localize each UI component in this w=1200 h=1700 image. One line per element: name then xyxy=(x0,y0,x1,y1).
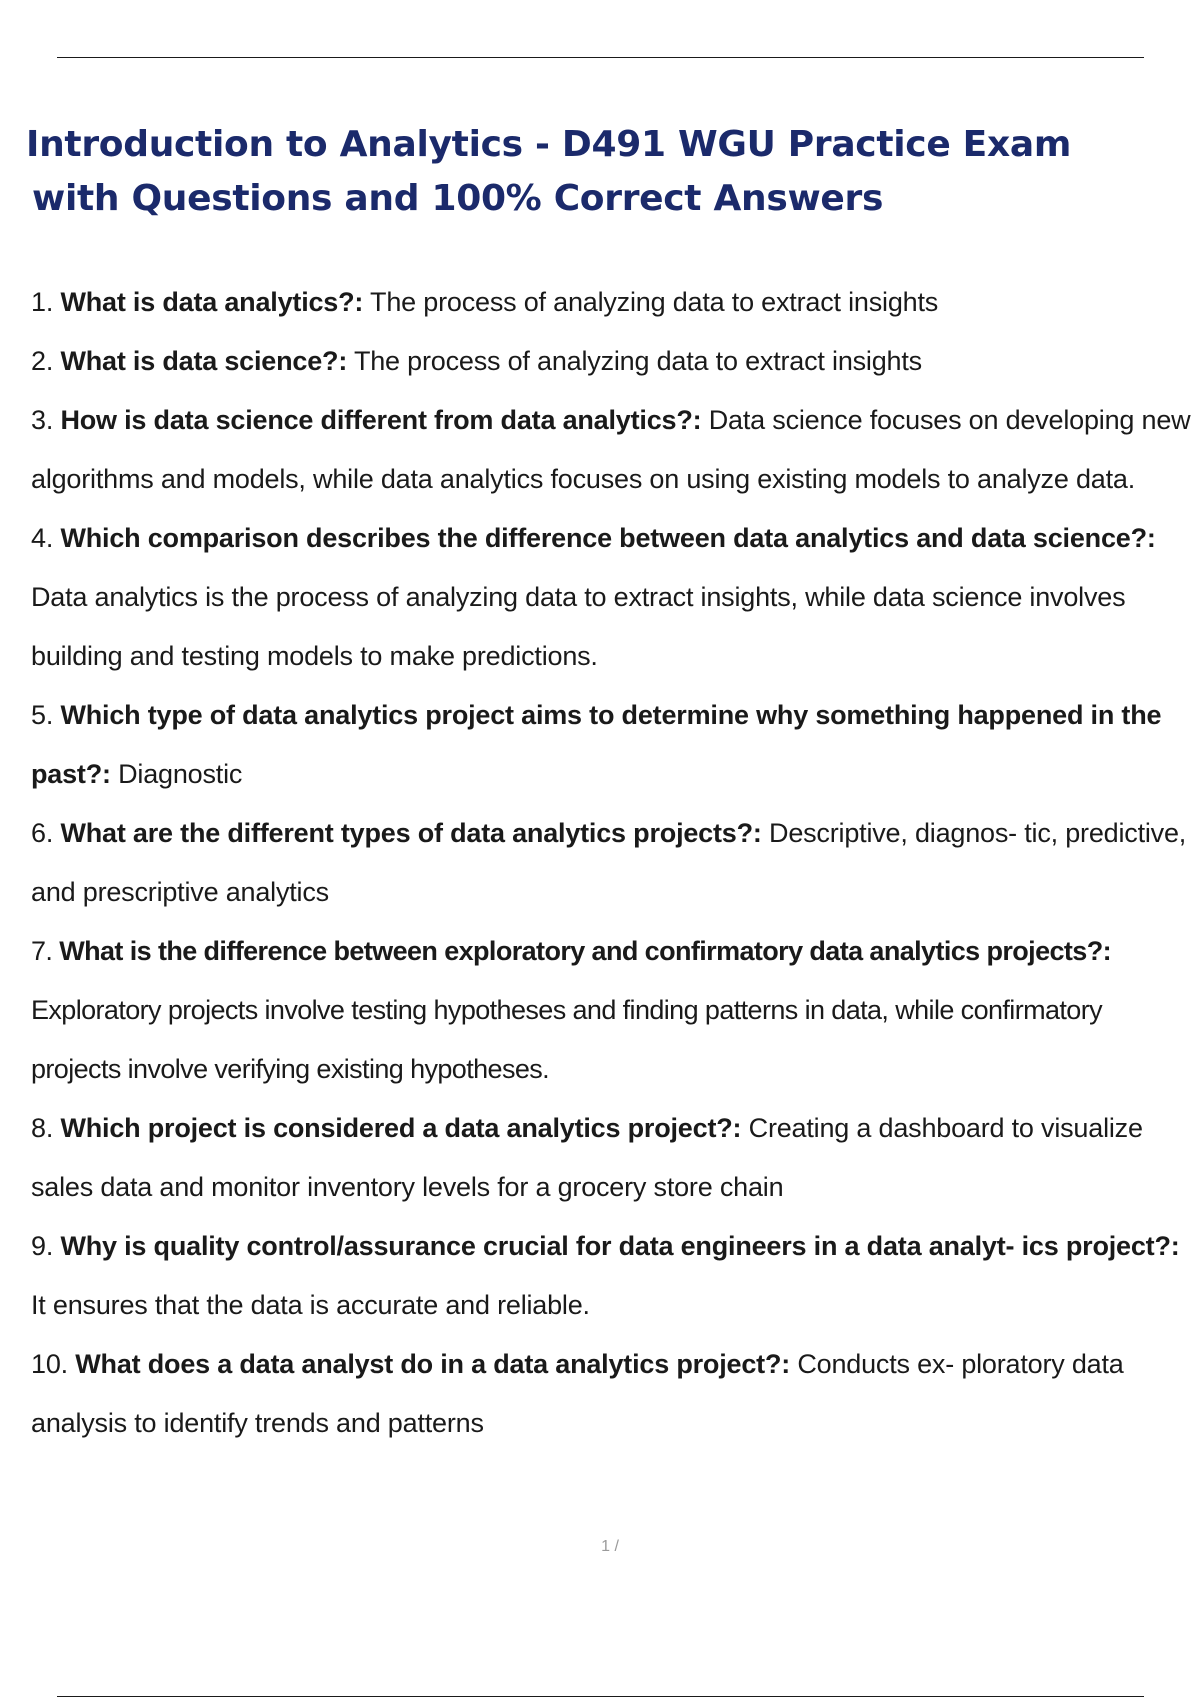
list-item xyxy=(31,273,1191,332)
question-number: 5. xyxy=(31,700,54,730)
question-number: 4. xyxy=(31,523,54,553)
list-item xyxy=(31,391,1191,509)
question-number: 2. xyxy=(31,346,54,376)
question-number: 9. xyxy=(31,1231,54,1261)
question-list xyxy=(31,273,1191,1453)
question-text: How is data science different from data analytics?: xyxy=(60,405,702,435)
title-line-2: with Questions and 100% Correct Answers xyxy=(32,178,884,219)
question-number: 3. xyxy=(31,405,54,435)
page-number: 1 / xyxy=(601,1538,619,1555)
answer-text: Conducts ex- ploratory data analysis to identify trends and patterns xyxy=(31,1349,1124,1438)
question-number: 1. xyxy=(31,287,54,317)
question-text: What is the difference between exploratory and confirmatory data analytics projects?: xyxy=(59,936,1112,966)
answer-text: Exploratory projects involve testing hypotheses and finding patterns in data, while confirmatory projects involve verifying existing hypotheses. xyxy=(31,995,1103,1084)
question-number: 7. xyxy=(31,936,53,966)
question-text: What are the different types of data analytics projects?: xyxy=(60,818,762,848)
answer-text: Data science focuses on developing new algorithms and models, while data analytics focuses on using existing models to analyze data. xyxy=(31,405,1191,494)
bottom-rule xyxy=(57,1696,1144,1697)
title-line-1: Introduction to Analytics - D491 WGU Practice Exam xyxy=(26,124,1072,165)
list-item xyxy=(31,804,1191,922)
answer-text: It ensures that the data is accurate and reliable. xyxy=(31,1290,590,1320)
list-item xyxy=(31,686,1191,804)
list-item xyxy=(31,922,1191,1099)
question-text: Which project is considered a data analytics project?: xyxy=(60,1113,742,1143)
top-rule xyxy=(57,57,1144,58)
question-text: What does a data analyst do in a data analytics project?: xyxy=(75,1349,791,1379)
question-number: 10. xyxy=(31,1349,68,1379)
question-text: What is data science?: xyxy=(60,346,348,376)
list-item xyxy=(31,1099,1191,1217)
answer-text: Descriptive, diagnos- tic, predictive, and prescriptive analytics xyxy=(31,818,1187,907)
question-text: Why is quality control/assurance crucial for data engineers in a data analyt- ics project?: xyxy=(60,1231,1180,1261)
list-item xyxy=(31,1335,1191,1453)
document-title xyxy=(26,118,1146,226)
answer-text: The process of analyzing data to extract insights xyxy=(353,346,922,376)
answer-text: Data analytics is the process of analyzing data to extract insights, while data science involves building and testing models to make predictions. xyxy=(31,582,1126,671)
answer-text: The process of analyzing data to extract insights xyxy=(370,287,939,317)
list-item xyxy=(31,332,1191,391)
question-text: Which type of data analytics project aims to determine why something happened in the past?: xyxy=(31,700,1162,789)
list-item xyxy=(31,1217,1191,1335)
answer-text: Creating a dashboard to visualize sales data and monitor inventory levels for a grocery store chain xyxy=(31,1113,1143,1202)
question-text: What is data analytics?: xyxy=(60,287,364,317)
list-item xyxy=(31,509,1191,686)
question-number: 6. xyxy=(31,818,54,848)
answer-text: Diagnostic xyxy=(118,759,243,789)
question-number: 8. xyxy=(31,1113,54,1143)
question-text: Which comparison describes the difference between data analytics and data science?: xyxy=(60,523,1156,553)
